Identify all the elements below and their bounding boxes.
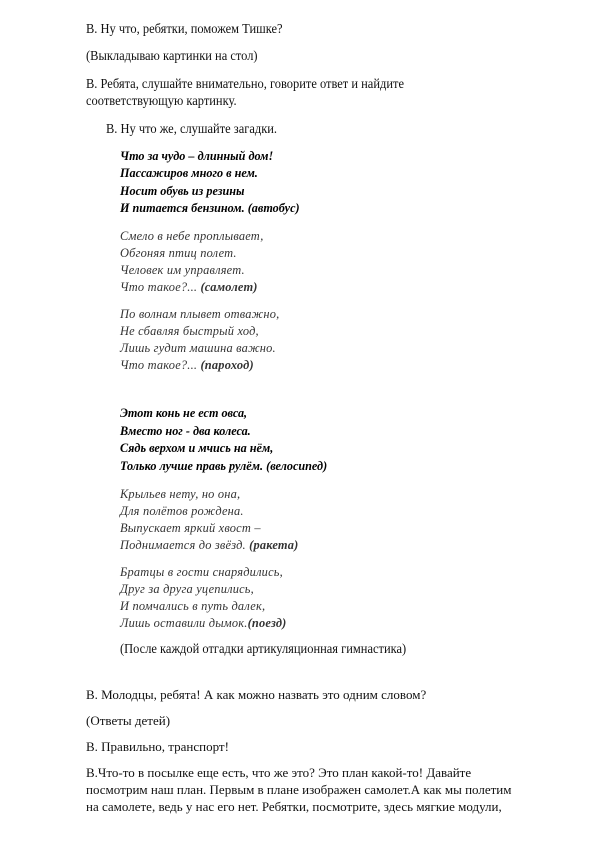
outro-line-2: (Ответы детей) (86, 713, 171, 728)
riddle-5-answer: (ракета) (245, 538, 299, 552)
riddle-4-line-4 (120, 460, 327, 472)
outro-line-3: В. Правильно, транспорт! (86, 739, 229, 754)
intro-line-5: В. Ну что же, слушайте загадки. (106, 121, 278, 136)
riddle-5-line-4 (120, 539, 298, 551)
riddle-6-line-2: Друг за друга уцепились, (120, 582, 254, 596)
riddle-1-line-4 (120, 202, 300, 214)
riddle-2-answer: (самолет) (197, 280, 258, 294)
riddle-2-line-3: Человек им управляет. (120, 263, 245, 277)
riddle-6-line-1: Братцы в гости снарядились, (120, 565, 283, 579)
riddle-4-text: Только лучше правь рулём. (120, 459, 264, 473)
intro-line-3: В. Ребята, слушайте внимательно, говорите ответ и найдите (86, 76, 404, 91)
riddle-2-line-4 (120, 281, 258, 293)
riddle-1-answer: (автобус) (244, 201, 300, 215)
riddle-1-line-3: Носит обувь из резины (120, 184, 245, 198)
riddle-3-line-4 (120, 359, 254, 371)
riddle-3-line-3: Лишь гудит машина важно. (120, 341, 276, 355)
intro-line-2: (Выкладываю картинки на стол) (86, 48, 258, 63)
riddle-6-line-4 (120, 617, 287, 629)
riddle-3-text: Что такое?... (120, 358, 198, 372)
outro-line-6: на самолете, ведь у нас его нет. Ребятки, посмотрите, здесь мягкие модули, (86, 799, 502, 814)
riddle-4-answer: (велосипед) (263, 459, 328, 473)
intro-line-1: В. Ну что, ребятки, поможем Тишке? (86, 21, 283, 36)
riddle-3-line-1: По волнам плывет отважно, (120, 307, 280, 321)
riddle-6-line-3: И помчались в путь далек, (120, 599, 266, 613)
outro-line-5: посмотрим наш план. Первым в плане изображен самолет.А как мы полетим (86, 782, 512, 797)
riddle-2-line-1: Смело в небе проплывает, (120, 229, 264, 243)
riddle-1-line-1: Что за чудо – длинный дом! (120, 149, 274, 163)
outro-line-4: В.Что-то в посылке еще есть, что же это? Это план какой-то! Давайте (86, 765, 472, 780)
riddle-2-line-2: Обгоняя птиц полет. (120, 246, 237, 260)
riddle-1-line-2: Пассажиров много в нем. (120, 166, 258, 180)
after-note: (После каждой отгадки артикуляционная гимнастика) (120, 641, 407, 656)
riddle-5-text: Поднимается до звёзд. (120, 538, 246, 552)
riddle-6-text: Лишь оставили дымок. (120, 616, 248, 630)
riddle-3-line-2: Не сбавляя быстрый ход, (120, 324, 259, 338)
riddle-1-text: И питается бензином. (120, 201, 245, 215)
riddle-4-line-1: Этот конь не ест овса, (120, 406, 248, 420)
riddle-6-answer: (поезд) (247, 616, 287, 630)
riddle-5-line-3: Выпускает яркий хвост – (120, 521, 261, 535)
outro-line-1: В. Молодцы, ребята! А как можно назвать это одним словом? (86, 687, 427, 702)
riddle-2-text: Что такое?... (120, 280, 198, 294)
riddle-4-line-3: Сядь верхом и мчись на нём, (120, 441, 274, 455)
riddle-3-answer: (пароход) (197, 358, 254, 372)
riddle-5-line-1: Крыльев нету, но она, (120, 487, 241, 501)
riddle-5-line-2: Для полётов рождена. (120, 504, 244, 518)
intro-line-4: соответствующую картинку. (86, 93, 237, 108)
riddle-4-line-2: Вместо ног - два колеса. (120, 424, 251, 438)
